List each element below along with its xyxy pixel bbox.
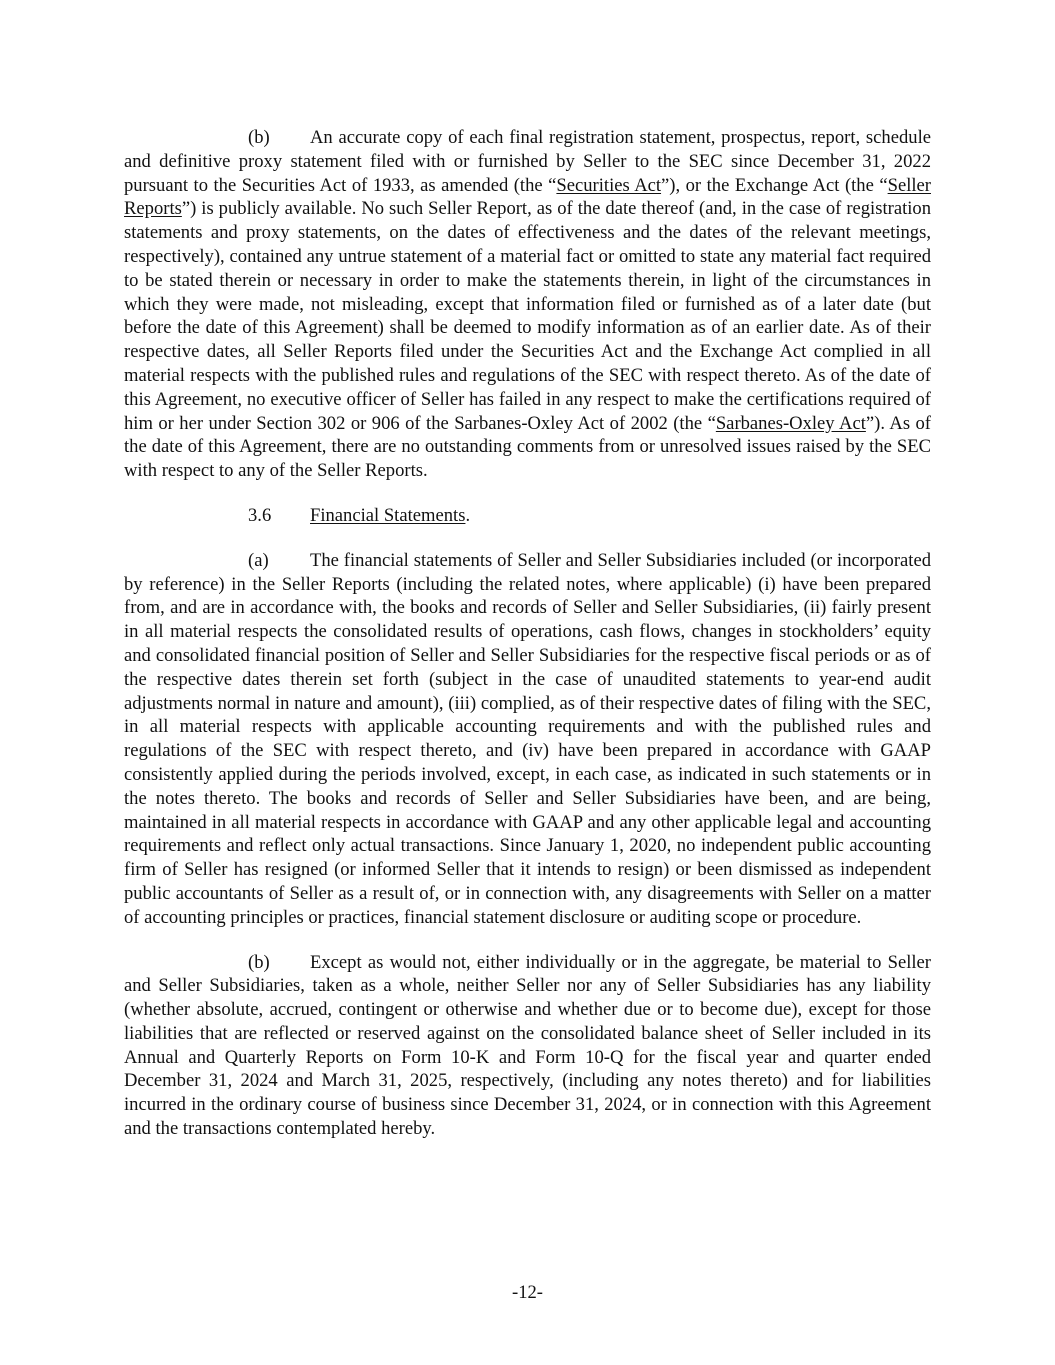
section-heading [124,504,931,528]
paragraph-b-sec-reports [124,126,931,483]
paragraph-text: ”). As of the date of this Agreement, there are no outstanding comments from or unresolved issues raised by the SEC with respect to any of the Seller Reports. [124,412,931,482]
paragraph-a-financial-statements [124,549,931,930]
paragraph-b-liabilities [124,951,931,1141]
section-title-suffix: . [465,504,471,526]
paragraph-label: (b) [248,951,270,973]
defined-term-securities-act: Securities Act [556,174,662,196]
paragraph-label: (a) [248,549,269,571]
paragraph-text: An accurate copy of each final registration statement, prospectus, report, schedule and definitive proxy statement filed with or furnished by Seller to the SEC since December 31, 2022 pursuant to the Securities Act of 1933, as amended (the “ [124,127,931,196]
paragraph-label: (b) [248,127,270,148]
section-title: Financial Statements [310,504,466,526]
section-number: 3.6 [248,504,272,526]
paragraph-text: ”), or the Exchange Act (the “ [661,174,888,196]
paragraph-text: The financial statements of Seller and Seller Subsidiaries included (or incorporated by reference) in the Seller Reports (including the related notes, where applicable) (i) have been prepared from, and are in accordance with, the books and records of Seller and Seller Subsidiaries, (ii) fairly present in all material respects the consolidated results of operations, cash flows, changes in stockholders’ equity and consolidated financial position of Seller and Seller Subsidiaries for the respective fiscal periods or as of the respective dates therein set forth (subject in the case of unaudited statements to year-end audit adjustments normal in nature and amount), (iii) complied, as of their respective dates of filing with the SEC, in all material respects with applicable accounting requirements and with the published rules and regulations of the SEC with respect thereto, and (iv) have been prepared in accordance with GAAP consistently applied during the periods involved, except, in each case, as indicated in such statements or in the notes thereto. The books and records of Seller and Seller Subsidiaries have been, and are being, maintained in all material respects in accordance with GAAP and any other applicable legal and accounting requirements and reflect only actual transactions. Since January 1, 2020, no independent public accounting firm of Seller has resigned (or informed Seller that it intends to resign) or been dismissed as independent public accountants of Seller as a result of, or in connection with, any disagreements with Seller on a matter of accounting principles or practices, financial statement disclosure or auditing scope or procedure. [124,549,931,928]
document-page [124,126,931,1162]
paragraph-text: ”) is publicly available. No such Seller Report, as of the date thereof (and, in the case of registration statements and proxy statements, on the dates of effectiveness and the dates of the relevant meetings, respectively), contained any untrue statement of a material fact or omitted to state any material fact required to be stated therein or necessary in order to make the statements therein, in light of the circumstances in which they were made, not misleading, except that information filed or furnished as of a later date (but before the date of this Agreement) shall be deemed to modify information as of an earlier date. As of their respective dates, all Seller Reports filed under the Securities Act and the Exchange Act complied in all material respects with the published rules and regulations of the SEC with respect thereto. As of the date of this Agreement, no executive officer of Seller has failed in any respect to make the certifications required of him or her under Section 302 or 906 of the Sarbanes-Oxley Act of 2002 (the “ [124,198,931,434]
paragraph-text: Except as would not, either individually or in the aggregate, be material to Seller and Seller Subsidiaries, taken as a whole, neither Seller nor any of Seller Subsidiaries has any liability (whether absolute, accrued, contingent or otherwise and whether due or to become due), except for those liabilities that are reflected or reserved against on the consolidated balance sheet of Seller included in its Annual and Quarterly Reports on Form 10-K and Form 10-Q for the fiscal year and quarter ended December 31, 2024 and March 31, 2025, respectively, (including any notes thereto) and for liabilities incurred in the ordinary course of business since December 31, 2024, or in connection with this Agreement and the transactions contemplated hereby. [124,951,931,1140]
defined-term-seller-reports: Seller Reports [124,174,931,220]
page-number: -12- [512,1282,543,1303]
defined-term-sarbanes-oxley-act: Sarbanes-Oxley Act [715,412,866,434]
